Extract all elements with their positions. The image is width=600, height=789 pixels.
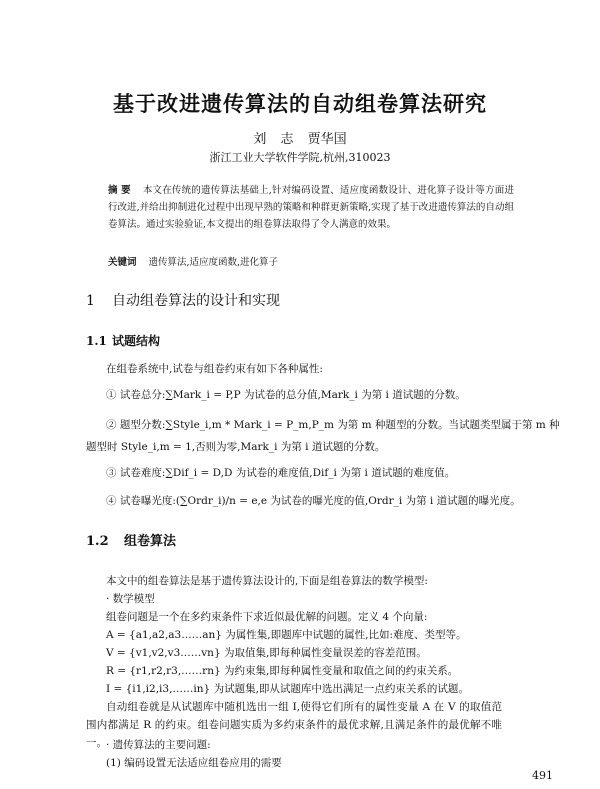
keywords-text: 遗传算法,适应度函数,进化算子: [148, 257, 279, 268]
vector-v: V = {v1,v2,v3……vn} 为取值集,即每种属性变量误差的容差范围。: [106, 647, 427, 659]
section-1-1-number: 1.1: [86, 334, 107, 348]
vector-a: A = {a1,a2,a3……an} 为属性集,即题库中试题的属性,比如:难度、类型等。: [106, 629, 467, 641]
keywords: [108, 254, 514, 268]
section-1-number: 1: [86, 293, 95, 309]
abstract: [108, 182, 514, 233]
section-1-title: 自动组卷算法的设计和实现: [112, 293, 280, 309]
section-1-1-title: 试题结构: [112, 334, 161, 348]
item-difficulty: ③ 试卷难度:∑Dif_i = D,D 为试卷的难度值,Dif_i 为第 i 道试题的难度值。: [106, 467, 456, 479]
authors: 刘 志 贾华国: [253, 132, 347, 147]
problem-definition: 组卷问题是一个在多约束条件下求近似最优解的问题。定义 4 个向量:: [106, 611, 428, 623]
item-type-score-line2: 题型时 Style_i,m = 1,否则为零,Mark_i 为第 i 道试题的分数。: [86, 441, 386, 453]
s11-intro: 在组卷系统中,试卷与组卷约束有如下各种属性:: [106, 363, 323, 375]
item-total-score: ① 试卷总分:∑Mark_i = P,P 为试卷的总分值,Mark_i 为第 i 道试题的分数。: [106, 389, 466, 401]
bullet-math-model: · 数学模型: [106, 593, 155, 605]
vector-i: I = {i1,i2,i3,……in} 为试题集,即从试题库中选出满足一点约束关系的试题。: [106, 683, 469, 695]
abstract-label: 摘 要: [108, 185, 131, 196]
section-1-2-title: 组卷算法: [124, 534, 177, 549]
bullet-ga-problems: · 遗传算法的主要问题:: [106, 739, 211, 751]
item-exposure: ④ 试卷曝光度:(∑Ordr_i)/n = e,e 为试卷的曝光度的值,Ordr_i 为第 i 道试题的曝光度。: [106, 495, 521, 507]
section-1-1-heading: [86, 332, 160, 349]
section-1-2-number: 1.2: [86, 534, 109, 549]
paper-title: 基于改进遗传算法的自动组卷算法研究: [113, 91, 487, 116]
abstract-text: 本文在传统的遗传算法基础上,针对编码设置、适应度函数设计、进化算子设计等方面进行改进,并给出抑制进化过程中出现早熟的策略和种群更新策略,实现了基于改进遗传算法的自动组卷算法。通过实验验证,本文提出的组卷算法取得了令人满意的效果。: [108, 185, 514, 230]
s12-intro: 本文中的组卷算法是基于遗传算法设计的,下面是组卷算法的数学模型:: [106, 575, 428, 587]
page-number: 491: [532, 769, 553, 782]
problem-1: (1) 编码设置无法适应组卷应用的需要: [106, 757, 282, 769]
model-paragraph: 自动组卷就是从试题库中随机选出一组 I,使得它们所有的属性变量 A 在 V 的取值范围内都满足 R 的约束。组卷问题实质为多约束条件的最优求解,且满足条件的最优解不唯一。: [86, 701, 502, 749]
vector-r: R = {r1,r2,r3,……rn} 为约束集,即每种属性变量和取值之间的约束关系。: [106, 665, 459, 677]
item-type-score-line1: ② 题型分数:∑Style_i,m * Mark_i = P_m,P_m 为第 m 种题型的分数。当试题类型属于第 m 种: [106, 419, 560, 431]
section-1-2-heading: [86, 530, 176, 549]
section-1-heading: [86, 290, 280, 310]
keywords-label: 关键词: [108, 257, 137, 268]
affiliation: 浙江工业大学软件学院,杭州,310023: [209, 151, 391, 164]
